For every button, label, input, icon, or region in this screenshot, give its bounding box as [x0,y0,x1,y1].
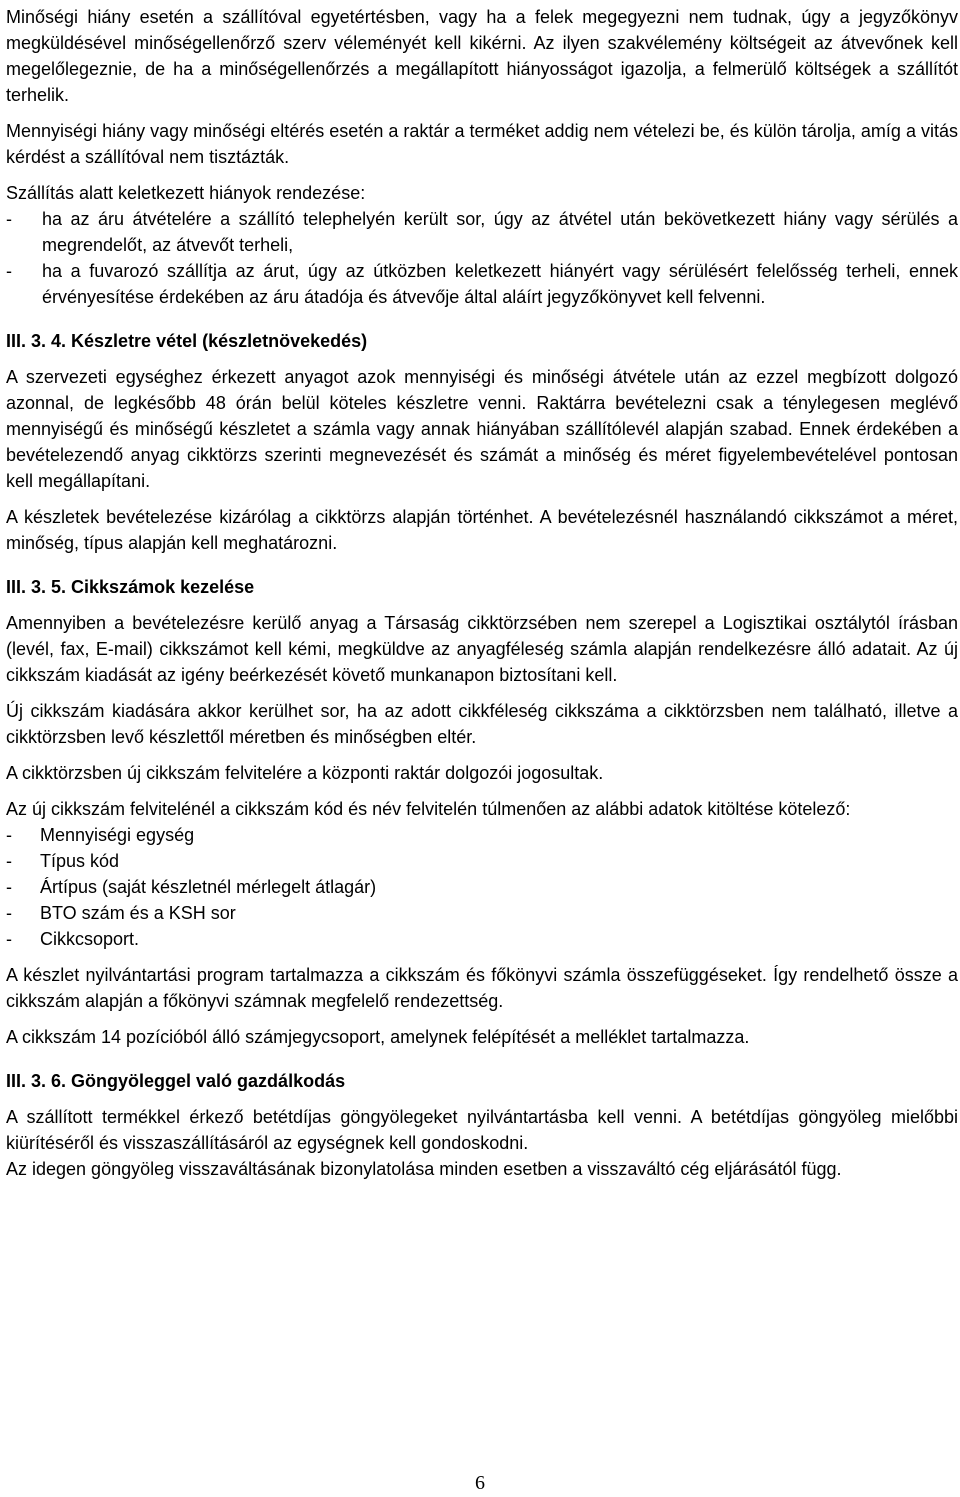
section-heading-3-5: III. 3. 5. Cikkszámok kezelése [6,577,255,597]
paragraph-transport-shortage-intro: Szállítás alatt keletkezett hiányok rendezése: [6,183,366,203]
section-heading-3-4: III. 3. 4. Készletre vétel (készletnövekedés) [6,331,368,351]
paragraph-quality-shortage: Minőségi hiány esetén a szállítóval egyetértésben, vagy ha a felek megegyezni nem tudnak, úgy a jegyzőkönyv megküldésével minőségellenőrző szerv véleményét kell kikérni. Az ilyen szakvélemény költségeit az átvevőnek kell megelőlegeznie, de ha a minőségellenőrzés a megállapított hiányosságot igazolja, a felmerülő költségek a szállítót terhelik. [6,7,958,105]
page-number: 6 [475,1472,485,1494]
list-item: - Ártípus (saját készletnél mérlegelt átlagár) [6,874,958,900]
list-item: - Mennyiségi egység [6,822,958,848]
list-item: - ha az áru átvételére a szállító telephelyén került sor, úgy az átvétel után bekövetkezett hiány vagy sérülés a megrendelőt, az átvevőt terheli, [6,206,958,258]
paragraph-foreign-packaging: Az idegen göngyöleg visszaváltásának bizonylatolása minden esetben a visszaváltó cég eljárásától függ. [6,1159,842,1179]
paragraph-intake-rules: A készletek bevételezése kizárólag a cikktörzs alapján történhet. A bevételezésnél használandó cikkszámot a méret, minőség, típus alapján kell meghatározni. [6,507,958,553]
list-item: - ha a fuvarozó szállítja az árut, úgy az útközben keletkezett hiányért vagy sérülésért felelősség terheli, ennek érvényesítése érdekében az áru átadója és átvevője által aláírt jegyzőkönyvet kell felvenni. [6,258,958,310]
list-item: - Típus kód [6,848,958,874]
section-heading-3-6: III. 3. 6. Göngyöleggel való gazdálkodás [6,1071,346,1091]
paragraph-item-number-format: A cikkszám 14 pozícióból álló számjegycsoport, amelynek felépítését a melléklet tartalmazza. [6,1027,750,1047]
paragraph-stock-intake: A szervezeti egységhez érkezett anyagot azok mennyiségi és minőségi átvétele után az ezzel megbízott dolgozó azonnal, de legkésőbb 48 órán belül köteles készletre venni. Raktárra bevételezni csak a ténylegesen meglévő mennyiségű és minőségű készletet a számla vagy annak hiányában szállítólevél alapján szabad. Ennek érdekében a bevételezendő anyag cikktörzs szerinti megnevezését és számát a minőség és méret figyelembevételével pontosan kell megállapítani. [6,367,958,491]
list-item: - Cikkcsoport. [6,926,958,952]
document-body [6,4,958,1182]
paragraph-packaging-registry: A szállított termékkel érkező betétdíjas göngyölegeket nyilvántartásba kell venni. A betétdíjas göngyöleg mielőbbi kiürítéséről és visszaszállításáról az egységnek kell gondoskodni. [6,1107,958,1153]
required-fields-list [6,822,958,952]
paragraph-new-item-number: Új cikkszám kiadására akkor kerülhet sor, ha az adott cikkféleség cikkszáma a cikktörzsben nem található, illetve a cikktörzsben levő készlettől méretben és minőségben eltér. [6,701,958,747]
paragraph-authorized-staff: A cikktörzsben új cikkszám felvitelére a központi raktár dolgozói jogosultak. [6,763,604,783]
transport-shortage-list [6,206,958,310]
paragraph-quantity-shortage: Mennyiségi hiány vagy minőségi eltérés esetén a raktár a terméket addig nem vételezi be, és külön tárolja, amíg a vitás kérdést a szállítóval nem tisztázták. [6,121,958,167]
list-item: - BTO szám és a KSH sor [6,900,958,926]
paragraph-required-fields-intro: Az új cikkszám felvitelénél a cikkszám kód és név felvitelén túlmenően az alábbi adatok kitöltése kötelező: [6,799,851,819]
paragraph-item-number-request: Amennyiben a bevételezésre kerülő anyag a Társaság cikktörzsében nem szerepel a Logisztikai osztálytól írásban (levél, fax, E-mail) cikkszámot kell kémi, megküldve az anyagféleség számla alapján rendelkezésre álló adatait. Az új cikkszám kiadását az igény beérkezését követő munkanapon biztosítani kell. [6,613,958,685]
paragraph-ledger-link: A készlet nyilvántartási program tartalmazza a cikkszám és főkönyvi számla összefüggéseket. Így rendelhető össze a cikkszám alapján a főkönyvi számnak megfelelő rendezettség. [6,965,958,1011]
